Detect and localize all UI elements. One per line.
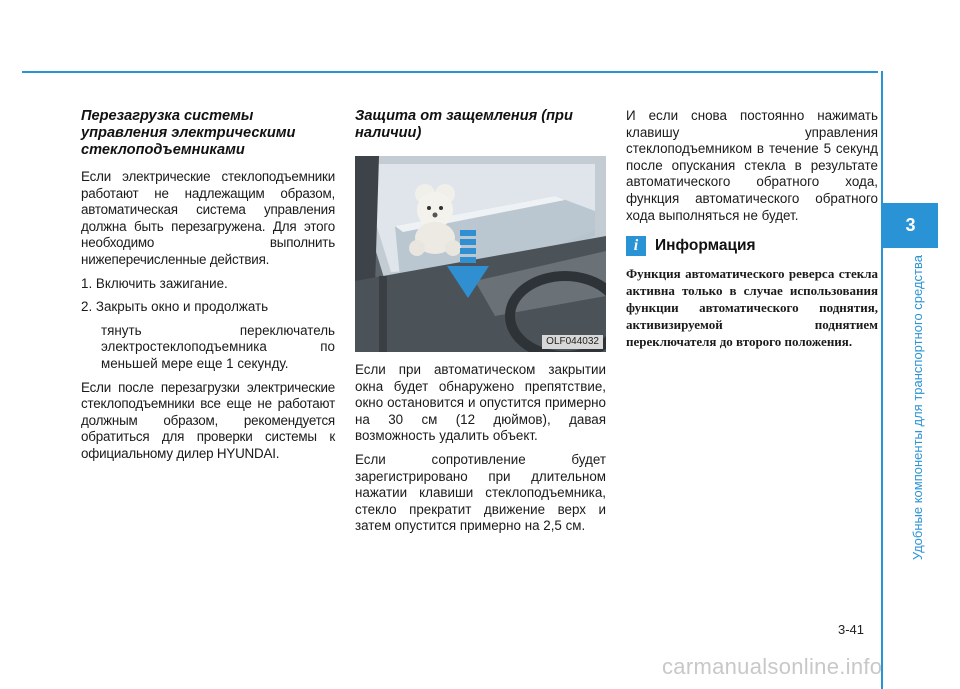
chapter-tab: 3 [883,203,938,248]
page-number: 3-41 [838,622,865,637]
info-header [626,236,878,256]
info-title: Информация [655,236,756,254]
left-column [81,108,335,470]
anti-pinch-para-1: Если при автоматическом закрытии окна будет обнаружено препятствие, окно остановится и опустится примерно на 30 см (12 дюймов), давая возможность удалить объект. [355,362,606,444]
auto-reverse-text: И если снова постоянно нажимать клавишу управления стеклоподъемником в течение 5 секунд после опускания стекла в результате автоматического обратного хода, функция автоматического обратного хода выполняться не будет. [626,108,878,223]
side-section-title-text: Удобные компоненты для транспортного средства [910,255,925,561]
side-rule [881,71,883,689]
reset-intro-text: Если электрические стеклоподъемники работают не надлежащим образом, автоматическая система управления должна быть перезагружена. Для этого необходимо выполнить нижеперечисленные действия. [81,169,335,267]
info-text: Функция автоматического реверса стекла активна только в случае использования функции автоматического поднятия, активизируемой поднятием переключателя до второго положения. [626,266,878,350]
photo-code: OLF044032 [542,335,603,349]
section-heading-reset: Перезагрузка системы управления электрическими стеклоподъемниками [81,108,296,158]
top-rule [22,71,878,73]
info-icon: i [626,236,646,256]
reset-step-1: 1. Включить зажигание. [81,275,228,291]
anti-pinch-para-2: Если сопротивление будет зарегистрировано при длительном нажатии клавиши стеклоподъемника, стекло прекратит движение верх и затем опустится примерно на 2,5 см. [355,451,606,534]
middle-column [355,108,606,542]
section-heading-anti-pinch: Защита от защемления (при наличии) [355,108,573,141]
reset-step-2-continued: тянуть переключатель электростеклоподъемника по меньшей мере еще 1 секунду. [101,322,335,371]
anti-pinch-photo [355,156,606,352]
watermark: carmanualsonline.info [662,654,883,679]
right-column [626,108,878,357]
side-section-title [910,255,940,575]
reset-step-2: 2. Закрыть окно и продолжать [81,299,269,315]
reset-after-text: Если после перезагрузки электрические стеклоподъемники все еще не работают должным образом, рекомендуется обратиться для проверки системы к официальному дилер HYUNDAI. [81,379,335,461]
